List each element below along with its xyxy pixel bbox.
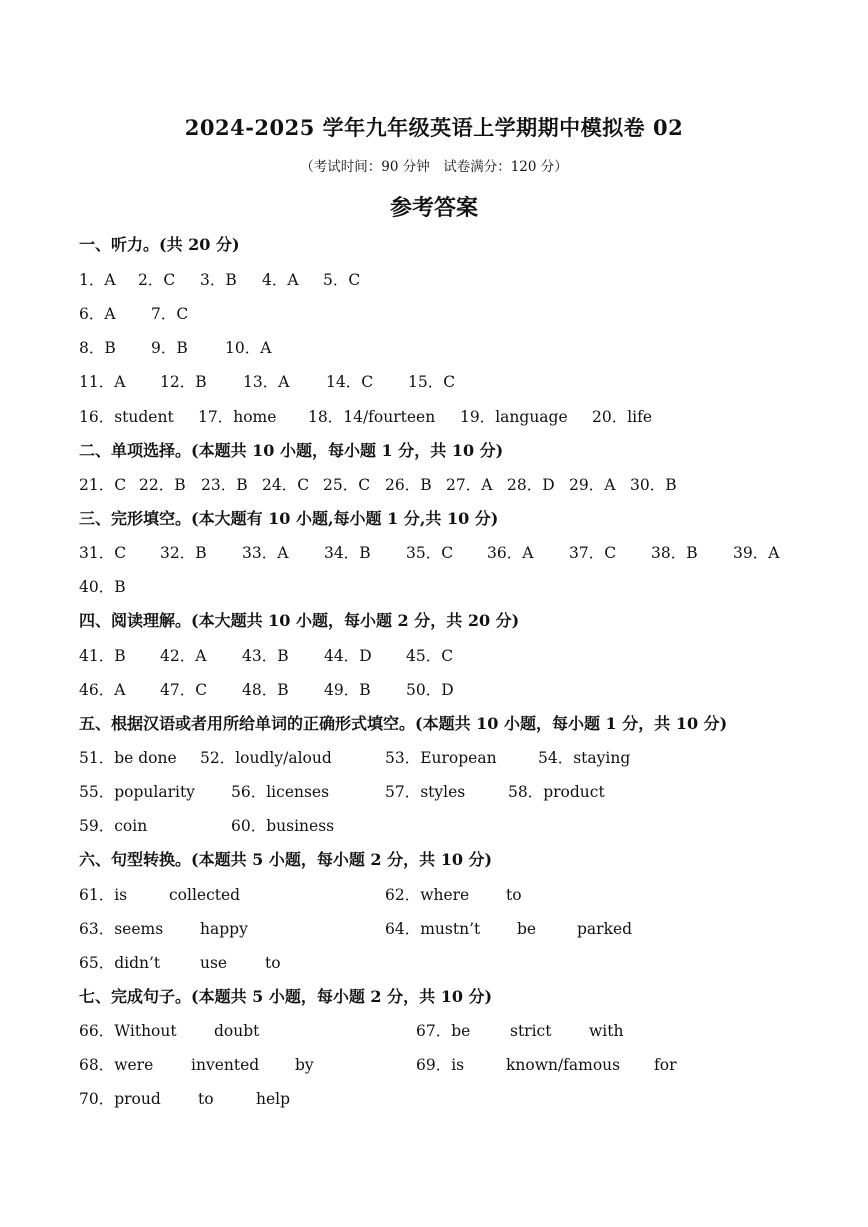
answer-item: 5．C <box>323 271 361 289</box>
answer-item: 14．C <box>326 373 374 391</box>
answer-item: 28．D <box>507 476 555 494</box>
exam-info: （考试时间：90 分钟 试卷满分：120 分） <box>300 159 568 175</box>
answer-word: invented <box>191 1056 260 1074</box>
answer-item: 65．didn’t <box>79 954 161 972</box>
answer-item: 41．B <box>79 647 126 665</box>
answer-item: 16．student <box>79 408 174 426</box>
answer-item: 66．Without <box>79 1022 177 1040</box>
answer-item: 6．A <box>79 305 116 323</box>
answer-word: strict <box>510 1022 552 1040</box>
answer-item: 39．A <box>733 544 780 562</box>
answer-item: 42．A <box>160 647 207 665</box>
answer-item: 46．A <box>79 681 126 699</box>
answer-item: 49．B <box>324 681 371 699</box>
answer-word: for <box>654 1056 677 1074</box>
answer-item: 69．is <box>416 1056 465 1074</box>
answer-item: 22．B <box>139 476 186 494</box>
answer-item: 38．B <box>651 544 698 562</box>
answer-item: 36．A <box>487 544 534 562</box>
document-title: 2024-2025 学年九年级英语上学期期中模拟卷 02 <box>184 115 684 140</box>
answer-word: collected <box>169 886 241 904</box>
answer-item: 4．A <box>262 271 299 289</box>
answer-item: 59．coin <box>79 817 148 835</box>
answer-item: 9．B <box>151 339 188 357</box>
answer-item: 27．A <box>446 476 493 494</box>
answer-item: 26．B <box>385 476 432 494</box>
answer-item: 33．A <box>242 544 289 562</box>
answer-item: 70．proud <box>79 1090 161 1108</box>
answer-item: 63．seems <box>79 920 164 938</box>
answer-item: 8．B <box>79 339 116 357</box>
answer-item: 51．be done <box>79 749 177 767</box>
answer-item: 48．B <box>242 681 289 699</box>
answer-word: to <box>506 886 522 904</box>
answer-item: 56．licenses <box>231 783 330 801</box>
answer-item: 10．A <box>225 339 272 357</box>
section-heading-complete-sentences: 七、完成句子。(本题共 5 小题，每小题 2 分，共 10 分) <box>79 987 493 1006</box>
answer-item: 60．business <box>231 817 335 835</box>
answer-item: 61．is <box>79 886 128 904</box>
answer-item: 64．mustn’t <box>385 920 481 938</box>
answer-item: 50．D <box>406 681 454 699</box>
answer-item: 24．C <box>262 476 310 494</box>
answer-item: 29．A <box>569 476 616 494</box>
answer-item: 1．A <box>79 271 116 289</box>
answer-item: 7．C <box>151 305 189 323</box>
section-heading-single-choice: 二、单项选择。(本题共 10 小题，每小题 1 分，共 10 分) <box>79 441 504 460</box>
answer-item: 67．be <box>416 1022 471 1040</box>
answer-item: 62．where <box>385 886 470 904</box>
answer-word: happy <box>200 920 248 938</box>
answer-item: 3．B <box>200 271 237 289</box>
section-heading-listening: 一、听力。(共 20 分) <box>79 235 240 254</box>
answer-word: help <box>256 1090 291 1108</box>
answer-item: 45．C <box>406 647 454 665</box>
answer-item: 19．language <box>460 408 568 426</box>
section-heading-word-form: 五、根据汉语或者用所给单词的正确形式填空。(本题共 10 小题，每小题 1 分，共 10 分) <box>79 714 728 733</box>
answer-item: 18．14/fourteen <box>308 408 436 426</box>
answer-item: 31．C <box>79 544 127 562</box>
answer-item: 44．D <box>324 647 372 665</box>
answer-item: 11．A <box>79 373 126 391</box>
answer-item: 35．C <box>406 544 454 562</box>
answer-item: 68．were <box>79 1056 154 1074</box>
answer-item: 37．C <box>569 544 617 562</box>
answer-item: 15．C <box>408 373 456 391</box>
answer-word: be <box>517 920 537 938</box>
answer-item: 58．product <box>508 783 605 801</box>
answer-word: known/famous <box>506 1056 621 1074</box>
answer-item: 57．styles <box>385 783 466 801</box>
answer-item: 55．popularity <box>79 783 195 801</box>
answer-item: 34．B <box>324 544 371 562</box>
section-heading-reading: 四、阅读理解。(本大题共 10 小题，每小题 2 分，共 20 分) <box>79 611 520 630</box>
answer-word: to <box>265 954 281 972</box>
answer-item: 40．B <box>79 578 126 596</box>
answer-item: 52．loudly/aloud <box>200 749 332 767</box>
answer-item: 12．B <box>160 373 207 391</box>
answer-item: 32．B <box>160 544 207 562</box>
answer-item: 25．C <box>323 476 371 494</box>
answer-word: to <box>198 1090 214 1108</box>
answer-item: 20．life <box>592 408 653 426</box>
section-heading-sentence-transformation: 六、句型转换。(本题共 5 小题，每小题 2 分，共 10 分) <box>79 850 493 869</box>
answer-word: parked <box>577 920 633 938</box>
answer-item: 21．C <box>79 476 127 494</box>
answer-key-title: 参考答案 <box>389 195 478 221</box>
answer-item: 47．C <box>160 681 208 699</box>
answer-item: 43．B <box>242 647 289 665</box>
answer-item: 53．European <box>385 749 497 767</box>
answer-word: doubt <box>214 1022 260 1040</box>
answer-item: 23．B <box>201 476 248 494</box>
answer-word: by <box>295 1056 314 1074</box>
answer-word: use <box>200 954 228 972</box>
answer-item: 54．staying <box>538 749 631 767</box>
answer-item: 30．B <box>630 476 677 494</box>
section-heading-cloze: 三、完形填空。(本大题有 10 小题,每小题 1 分,共 10 分) <box>79 509 499 528</box>
answer-item: 2．C <box>138 271 176 289</box>
answer-word: with <box>589 1022 624 1040</box>
answer-item: 13．A <box>243 373 290 391</box>
answer-item: 17．home <box>198 408 277 426</box>
